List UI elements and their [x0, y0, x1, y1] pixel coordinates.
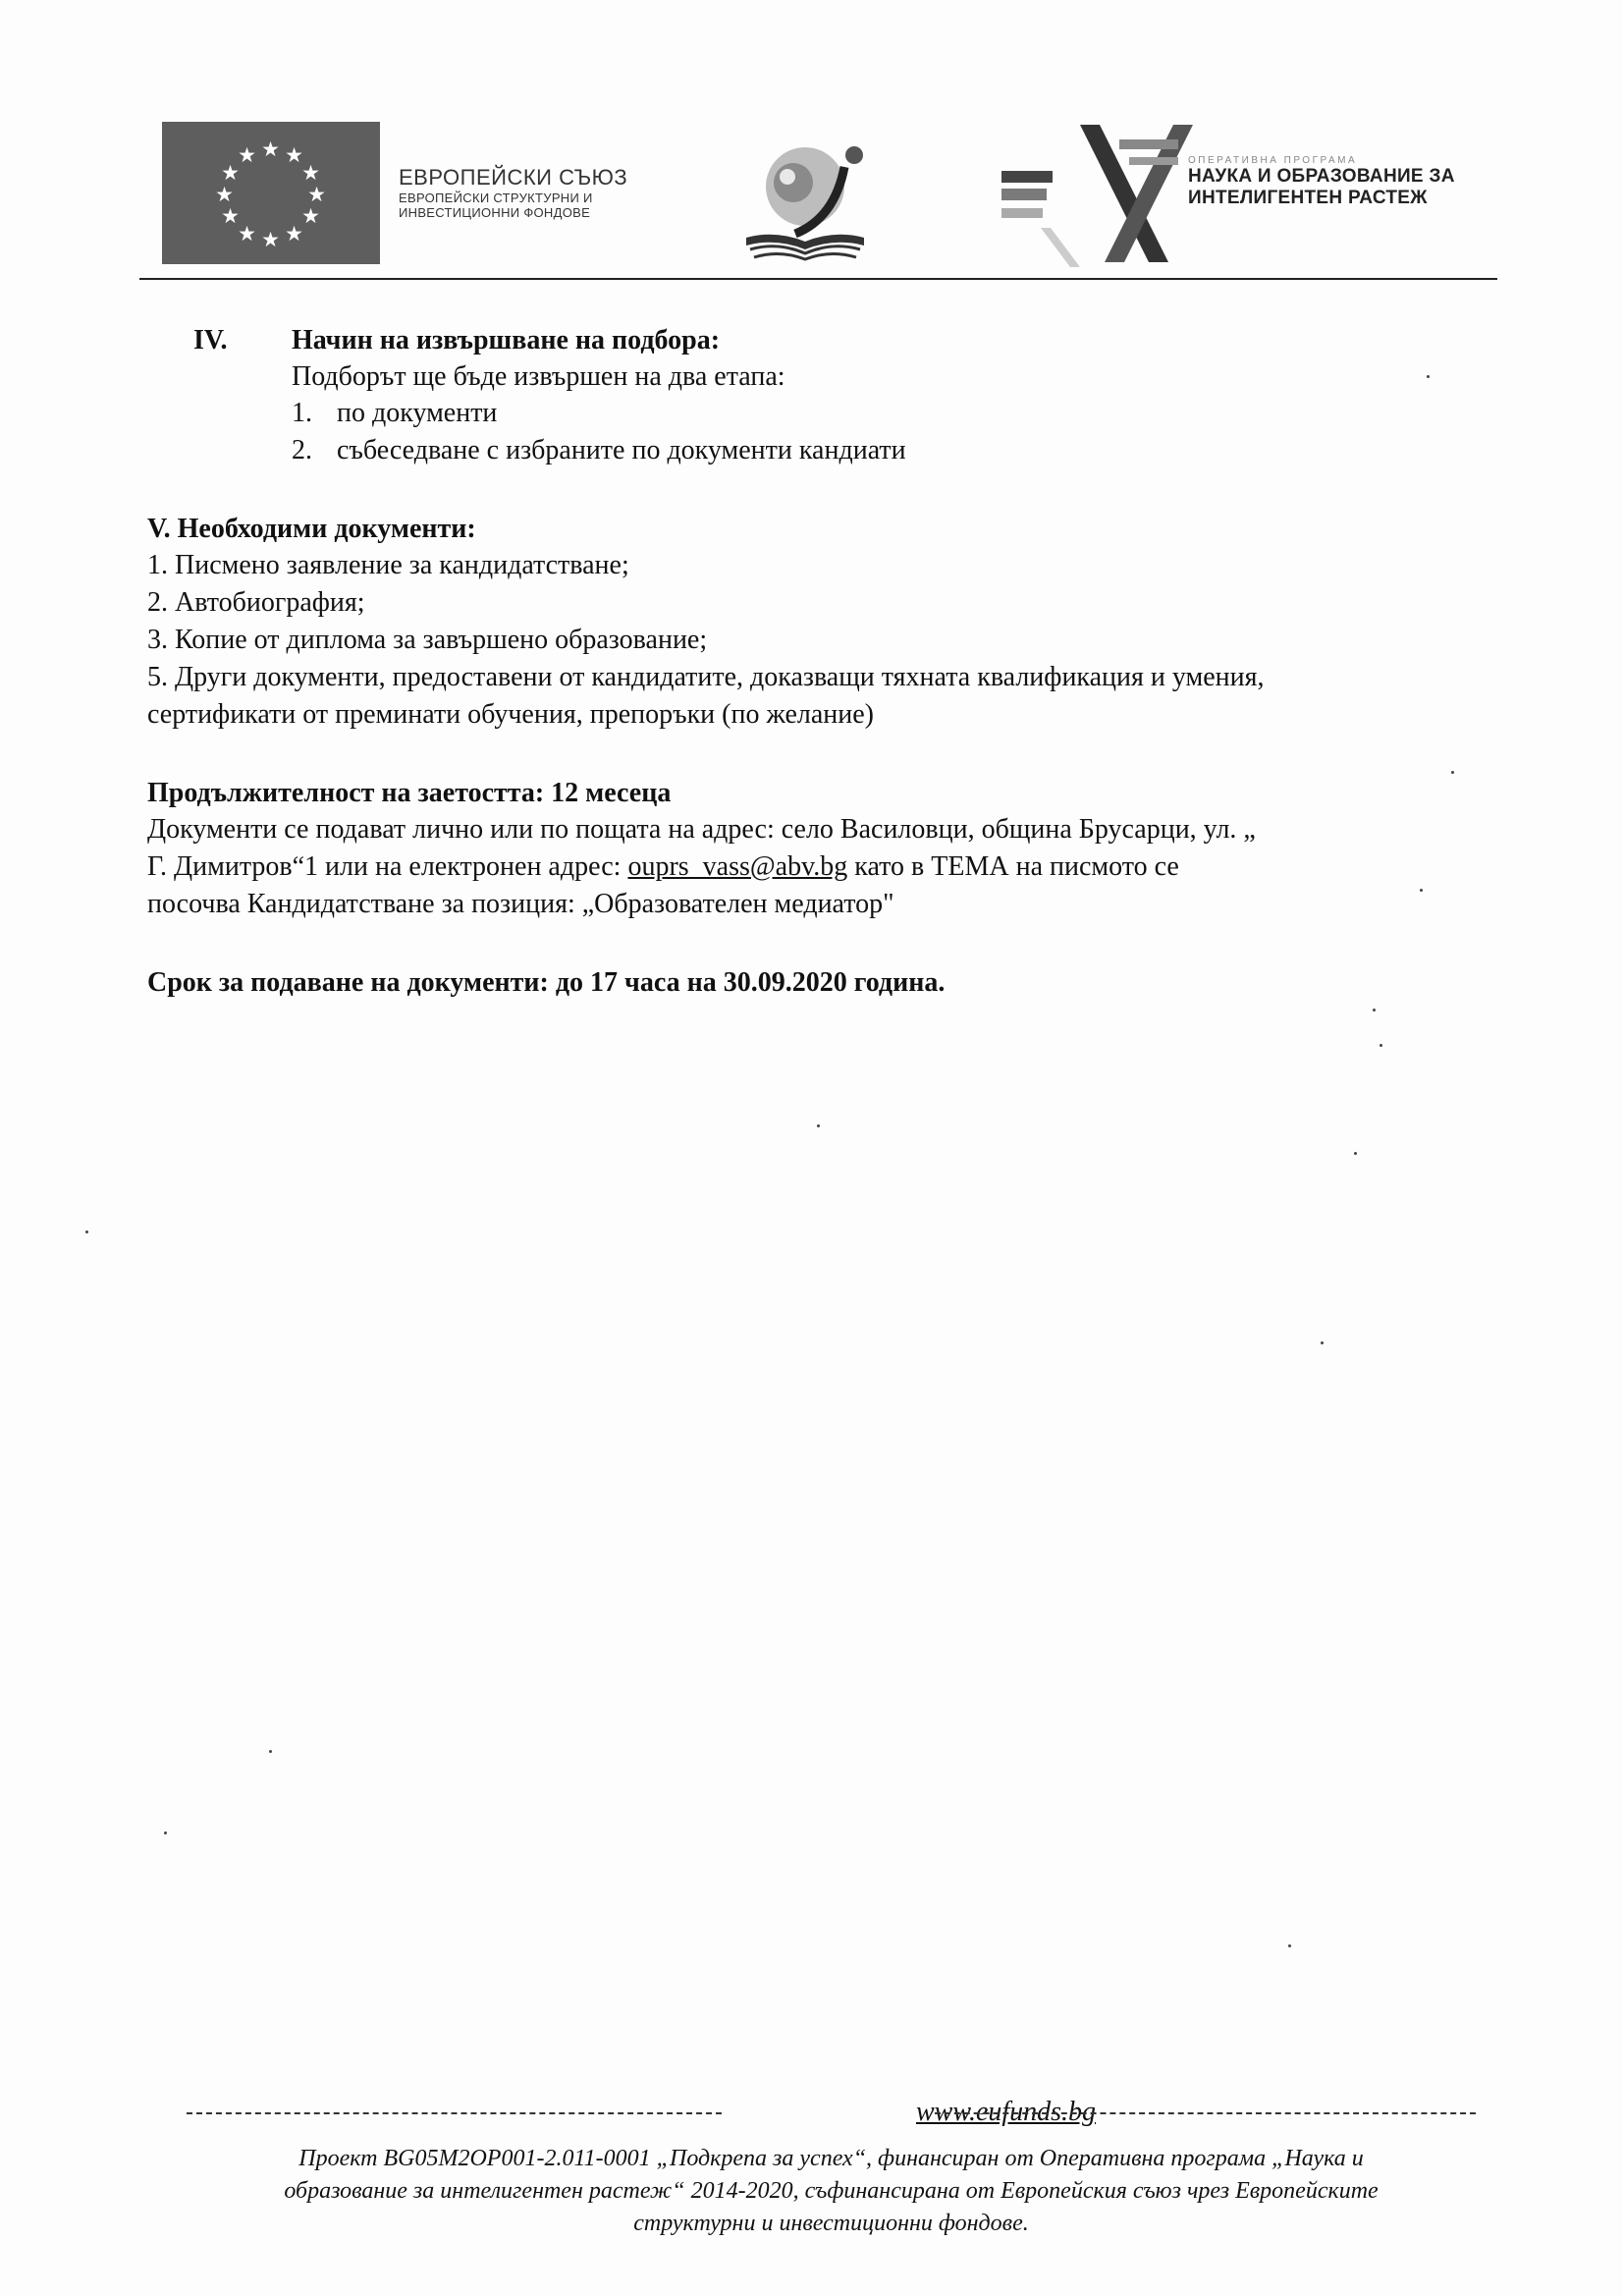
scan-speck: [1451, 771, 1454, 774]
scan-speck: [1288, 1944, 1291, 1947]
list-item: по документи: [337, 398, 498, 428]
scan-speck: [164, 1831, 167, 1834]
scan-speck: [269, 1750, 272, 1753]
eu-logo-text: [399, 165, 627, 220]
footer-note-line-3: структурни и инвестиционни фондове.: [633, 2211, 1029, 2236]
deadline-text: Срок за подаване на документи: до 17 часа на 30.09.2020 година.: [147, 967, 946, 998]
scan-speck: [1321, 1341, 1324, 1344]
footer-dashes-right: [935, 2112, 1476, 2114]
header-divider: [139, 278, 1497, 280]
scan-speck: [1354, 1152, 1357, 1155]
submission-info-line-1: Документи се подават лично или по пощата на адрес: село Василовци, община Брусарци, ул. „: [147, 814, 1256, 845]
eu-subtitle-line-1: ЕВРОПЕЙСКИ СТРУКТУРНИ И: [399, 191, 593, 205]
document-list-item: 5. Други документи, предоставени от кандидатите, доказващи тяхната квалификация и умения,: [147, 662, 1265, 692]
eu-subtitle-line-2: ИНВЕСТИЦИОННИ ФОНДОВЕ: [399, 205, 591, 220]
footer-url-line: [187, 2097, 1476, 2128]
op-logo-text: [1188, 155, 1455, 209]
footer-dashes-left: [187, 2112, 722, 2114]
submission-info-line-2: Г. Димитров“1 или на електронен адрес: ouprs_vass@abv.bg като в ТЕМА на писмото се: [147, 851, 1179, 882]
section-5-title: V. Необходими документи:: [147, 514, 476, 544]
eu-flag-icon: ★ ★ ★ ★ ★ ★ ★ ★ ★ ★ ★ ★: [162, 122, 380, 264]
employment-duration-title: Продължителност на заетостта: 12 месеца: [147, 778, 672, 808]
list-item-number: 2.: [292, 435, 312, 465]
scan-speck: [1380, 1044, 1382, 1047]
footer-url-link[interactable]: www.eufunds.bg: [916, 2097, 1097, 2127]
op-title-line-2: ИНТЕЛИГЕНТЕН РАСТЕЖ: [1188, 188, 1428, 208]
document-list-item-continued: сертификати от преминати обучения, препоръки (по желание): [147, 699, 875, 730]
section-4-intro: Подборът ще бъде извършен на два етапа:: [292, 361, 785, 392]
scan-speck: [817, 1124, 820, 1127]
document-list-item: 1. Писмено заявление за кандидатстване;: [147, 550, 629, 580]
scan-speck: [1427, 375, 1430, 378]
document-list-item: 3. Копие от диплома за завършено образование;: [147, 625, 708, 655]
op-small-caption: ОПЕРАТИВНА ПРОГРАМА: [1188, 155, 1358, 166]
scan-speck: [85, 1230, 88, 1233]
email-link[interactable]: ouprs_vass@abv.bg: [627, 851, 848, 882]
scan-speck: [1420, 889, 1423, 892]
section-4-title: Начин на извършване на подбора:: [292, 325, 721, 355]
scan-speck: [1373, 1009, 1376, 1011]
footer-project-note: [187, 2143, 1476, 2240]
list-item-number: 1.: [292, 398, 312, 428]
footer-note-line-2: образование за интелигентен растеж“ 2014-2020, съфинансирана от Европейския съюз чрез Европейските: [284, 2178, 1379, 2204]
op-title-line-1: НАУКА И ОБРАЗОВАНИЕ ЗА: [1188, 166, 1455, 187]
footer-note-line-1: Проект BG05M2OP001-2.011-0001 „Подкрепа за успех“, финансиран от Оперативна програма „Наука и: [298, 2146, 1364, 2171]
document-list-item: 2. Автобиография;: [147, 587, 365, 618]
section-4-numeral: IV.: [193, 325, 228, 355]
list-item: събеседване с избраните по документи кандиати: [337, 435, 906, 465]
eu-title: ЕВРОПЕЙСКИ СЪЮЗ: [399, 165, 628, 190]
submission-info-line-3: посочва Кандидатстване за позиция: „Образователен медиатор": [147, 889, 894, 919]
education-logo-icon: [736, 139, 874, 262]
page-header: [137, 118, 1497, 275]
